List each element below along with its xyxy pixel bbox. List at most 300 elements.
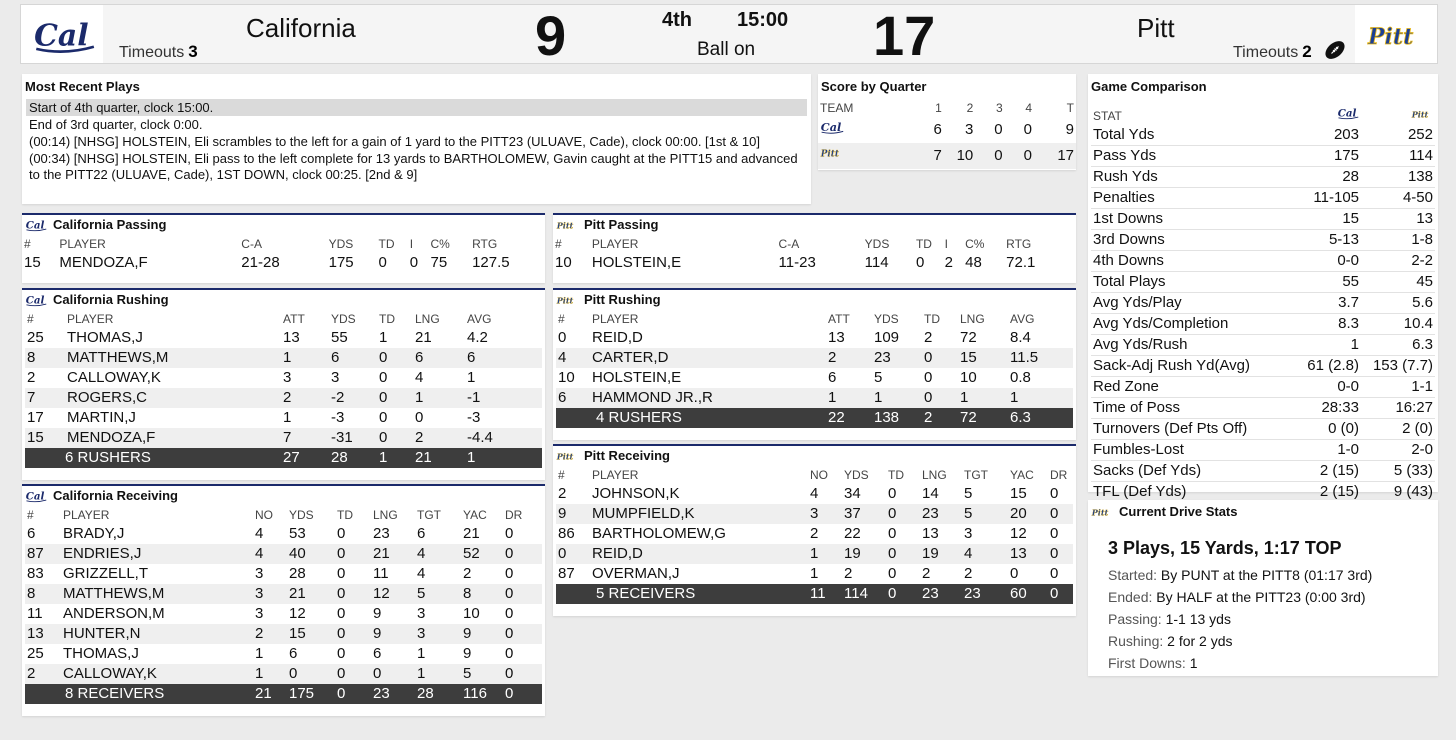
stat-value: 0-0 <box>1269 377 1361 398</box>
table-cell: 1 <box>417 645 426 662</box>
table-row <box>25 564 542 584</box>
table-cell: 1 <box>281 348 329 368</box>
quarter-score: 0 <box>975 143 1004 169</box>
stat-value: 8.3 <box>1269 314 1361 335</box>
table-row <box>25 428 542 448</box>
game-comparison-table <box>1091 99 1435 503</box>
panel-title: California Receiving <box>22 486 545 506</box>
football-icon <box>1323 38 1347 62</box>
stat-label: Avg Yds/Completion <box>1091 314 1269 335</box>
stat-label: Avg Yds/Play <box>1091 293 1269 314</box>
pitt-timeouts: Timeouts 2 <box>1233 42 1312 61</box>
table-cell: 109 <box>874 329 900 346</box>
table-cell: 0 <box>1048 544 1073 564</box>
column-header: I <box>944 237 948 251</box>
table-cell: 2 <box>25 664 61 684</box>
table-cell: 4 RUSHERS <box>556 408 826 428</box>
table-cell: 8 RECEIVERS <box>25 684 253 704</box>
table-cell: 5 <box>415 584 461 604</box>
column-header: TEAM <box>820 101 854 115</box>
table-cell: 11 <box>808 584 842 604</box>
pitt-logo-icon <box>556 294 578 306</box>
table-cell: -3 <box>331 409 345 426</box>
table-cell: 11-23 <box>778 254 816 271</box>
table-cell: 20 <box>1008 504 1048 524</box>
table-cell: MATTHEWS,M <box>61 584 253 604</box>
drive-stat-value: 2 for 2 yds <box>1167 633 1233 649</box>
pitt-logo-icon <box>1091 506 1113 518</box>
table-cell: 8 <box>461 584 503 604</box>
column-header: PLAYER <box>67 312 114 326</box>
total-score: 17 <box>1034 143 1076 169</box>
table-cell: 2 <box>463 565 472 582</box>
comparison-row <box>1091 461 1435 482</box>
table-cell: 2 <box>922 565 931 582</box>
pitt-receiving-table <box>556 466 1073 604</box>
table-cell: 0 <box>1010 565 1019 582</box>
table-cell: MATTHEWS,M <box>65 348 281 368</box>
panel-title: California Passing <box>22 215 545 235</box>
table-cell: 1 <box>283 409 292 426</box>
table-cell: REID,D <box>592 329 643 346</box>
table-cell: 1 <box>467 369 476 386</box>
table-cell: 9 <box>463 645 472 662</box>
table-cell: 0 <box>888 485 897 502</box>
table-cell: 8.4 <box>1010 329 1031 346</box>
table-cell: HAMMOND JR.,R <box>590 388 826 408</box>
table-cell: 1 <box>1008 388 1073 408</box>
column-header: TD <box>888 468 904 482</box>
table-cell: 6 <box>828 369 837 386</box>
column-header: TD <box>378 237 395 251</box>
table-cell: 13 <box>828 329 845 346</box>
table-cell: 34 <box>844 485 861 502</box>
table-cell: 0 <box>556 544 590 564</box>
table-cell: 0 <box>505 605 514 622</box>
play-item: End of 3rd quarter, clock 0:00. <box>29 117 203 132</box>
table-cell: 0 <box>378 254 387 271</box>
table-cell: 0 <box>335 684 371 704</box>
table-row <box>25 604 542 624</box>
table-cell: ENDRIES,J <box>61 544 253 564</box>
table-cell: 0 <box>915 254 925 271</box>
table-row <box>556 348 1073 368</box>
stat-value: 1 <box>1269 335 1361 356</box>
pitt-rushing-table <box>556 310 1073 428</box>
stat-label: Fumbles-Lost <box>1091 440 1269 461</box>
table-cell: 7 <box>281 428 329 448</box>
table-cell: 72 <box>960 329 977 346</box>
quarter-score: 3 <box>964 121 974 138</box>
column-header: 4 <box>1025 101 1032 115</box>
column-header: TD <box>924 312 940 326</box>
table-cell: 0 <box>287 664 335 684</box>
california-team-name: California <box>246 13 356 43</box>
comparison-row <box>1091 314 1435 335</box>
table-cell: 3 <box>255 565 264 582</box>
column-header: I <box>409 237 414 251</box>
table-cell: 23 <box>872 348 922 368</box>
stat-value: 16:27 <box>1361 398 1435 419</box>
stat-value: 9 (43) <box>1361 482 1435 503</box>
table-cell: 9 <box>373 605 382 622</box>
drive-stat-label: Started: <box>1108 567 1158 583</box>
table-cell: -1 <box>465 388 542 408</box>
table-cell: 8 <box>25 584 61 604</box>
table-row <box>25 328 542 348</box>
table-cell: 72.1 <box>1006 254 1036 271</box>
drive-stat-value: By HALF at the PITT23 (0:00 3rd) <box>1156 589 1366 605</box>
table-cell: 14 <box>922 485 939 502</box>
column-header: PLAYER <box>59 237 106 251</box>
table-cell: MENDOZA,F <box>65 428 281 448</box>
table-cell: 6 <box>289 645 298 662</box>
table-cell: 13 <box>922 525 939 542</box>
pitt-receiving-panel <box>553 444 1076 616</box>
table-cell: 19 <box>920 544 962 564</box>
california-rushing-table <box>25 310 542 468</box>
table-cell: CARTER,D <box>590 348 826 368</box>
pitt-score: 17 <box>873 4 936 67</box>
stat-value: 1-8 <box>1361 230 1435 251</box>
stat-value: 153 (7.7) <box>1361 356 1435 377</box>
play-item: (00:34) [NHSG] HOLSTEIN, Eli pass to the left complete for 13 yards to BARTHOLOMEW, Gavin caught at the PITT15 and advanced to the PITT22 (ULUAVE, Cade), 1ST DOWN, clock 00:25. [2nd & 9] <box>29 151 798 182</box>
table-cell: 11 <box>373 565 389 582</box>
table-cell: 1 <box>413 388 465 408</box>
table-cell: 0 <box>377 428 413 448</box>
total-score: 9 <box>1065 121 1074 138</box>
column-header: ATT <box>283 312 305 326</box>
table-cell: 75 <box>430 254 448 271</box>
cal-logo-icon <box>25 293 47 307</box>
stat-label: Rush Yds <box>1091 167 1269 188</box>
column-header: DR <box>1050 468 1068 482</box>
column-header: PLAYER <box>592 468 639 482</box>
table-cell: 0 <box>503 584 542 604</box>
table-cell: 1 <box>379 329 388 346</box>
table-cell: 1 <box>808 544 842 564</box>
table-cell: 0 <box>377 388 413 408</box>
stat-value: 2-0 <box>1361 440 1435 461</box>
stat-label: 1st Downs <box>1091 209 1269 230</box>
table-cell: 28 <box>329 448 377 468</box>
table-cell: 4 <box>255 525 264 542</box>
table-cell: 0 <box>337 645 346 662</box>
table-cell: 25 <box>27 645 44 662</box>
stat-value: 15 <box>1269 209 1361 230</box>
table-cell: 1 <box>465 448 542 468</box>
panel-title: California Rushing <box>22 290 545 310</box>
stat-value: 114 <box>1361 146 1435 167</box>
stat-label: Sacks (Def Yds) <box>1091 461 1269 482</box>
column-header: LNG <box>415 312 440 326</box>
stat-value: 2 (15) <box>1269 482 1361 503</box>
table-cell: 5 <box>461 664 503 684</box>
stat-value: 0-0 <box>1269 251 1361 272</box>
table-cell: 2 <box>964 565 973 582</box>
california-score: 9 <box>535 4 567 67</box>
ball-on-label: Ball on <box>697 39 756 60</box>
table-total-row <box>25 448 542 468</box>
column-header: C-A <box>778 237 800 251</box>
table-cell: 1 <box>826 388 872 408</box>
table-cell: 7 <box>25 388 65 408</box>
stat-label: Red Zone <box>1091 377 1269 398</box>
score-by-quarter-table <box>818 99 1076 169</box>
table-cell: 4 <box>415 544 461 564</box>
drive-stat-label: Ended: <box>1108 589 1153 605</box>
drive-stat-label: First Downs: <box>1108 655 1186 671</box>
column-header: C% <box>430 237 450 251</box>
table-cell: HOLSTEIN,E <box>591 254 682 271</box>
game-comparison-panel <box>1088 74 1438 500</box>
table-cell: 11.5 <box>1008 348 1073 368</box>
table-cell: 0 <box>337 565 346 582</box>
table-cell: 9 <box>556 504 590 524</box>
column-header: YDS <box>844 468 869 482</box>
table-cell: 13 <box>1008 544 1048 564</box>
table-cell: 6.3 <box>1008 408 1073 428</box>
drive-stat-value: 1-1 13 yds <box>1165 611 1231 627</box>
california-passing-panel <box>22 213 545 283</box>
quarter-score: 6 <box>933 121 942 138</box>
table-cell: MENDOZA,F <box>59 254 148 271</box>
table-cell: 0 <box>335 544 371 564</box>
table-cell: 9 <box>461 624 503 644</box>
column-header: RTG <box>1006 237 1032 251</box>
table-cell: JOHNSON,K <box>592 485 680 502</box>
table-cell: 2 <box>844 565 853 582</box>
table-cell: 0 <box>503 664 542 684</box>
stat-value: 10.4 <box>1361 314 1435 335</box>
table-cell: 127.5 <box>472 254 510 271</box>
table-cell: 10 <box>463 605 480 622</box>
table-cell: 3 <box>331 369 340 386</box>
quarter-score: 0 <box>1023 121 1032 138</box>
cal-logo-icon <box>25 218 47 232</box>
stat-value: 3.7 <box>1269 293 1361 314</box>
table-cell: 3 <box>964 525 973 542</box>
table-cell: 6 <box>329 348 377 368</box>
panel-title: Score by Quarter <box>821 79 927 94</box>
table-cell: 2 <box>924 329 933 346</box>
drive-stat-line <box>1108 608 1438 630</box>
table-cell: 19 <box>842 544 886 564</box>
table-cell: 138 <box>872 408 922 428</box>
table-row <box>556 544 1073 564</box>
column-header: C% <box>965 237 985 251</box>
california-rushing-panel <box>22 288 545 480</box>
stat-value: 1-1 <box>1361 377 1435 398</box>
table-cell: 0 <box>888 565 897 582</box>
table-cell: 0 <box>377 348 413 368</box>
column-header: 3 <box>995 101 1003 115</box>
pitt-passing-panel <box>553 213 1076 283</box>
table-cell: 1 <box>810 565 819 582</box>
column-header: LNG <box>922 468 947 482</box>
table-cell: 0 <box>335 584 371 604</box>
drive-stat-value: By PUNT at the PITT8 (01:17 3rd) <box>1160 567 1373 583</box>
column-header: TGT <box>964 468 988 482</box>
drive-stat-label: Rushing: <box>1108 633 1164 649</box>
stat-value: 175 <box>1269 146 1361 167</box>
table-cell: 5 RECEIVERS <box>556 584 808 604</box>
table-cell: 8 <box>25 348 65 368</box>
table-cell: 4 <box>962 544 1008 564</box>
table-cell: 0 <box>886 544 920 564</box>
table-cell: 2 <box>281 388 329 408</box>
stat-label: Total Plays <box>1091 272 1269 293</box>
table-cell: 21 <box>413 448 465 468</box>
comparison-row <box>1091 167 1435 188</box>
scoreboard <box>20 4 1438 67</box>
table-cell: 87 <box>25 544 61 564</box>
stat-value: 0 (0) <box>1269 419 1361 440</box>
table-cell: 48 <box>965 254 982 271</box>
comparison-row <box>1091 251 1435 272</box>
column-header: C-A <box>241 237 262 251</box>
table-cell: 53 <box>289 525 306 542</box>
column-header: YAC <box>1010 468 1034 482</box>
stat-label: Time of Poss <box>1091 398 1269 419</box>
table-cell: 1 <box>415 664 461 684</box>
panel-title: Pitt Passing <box>553 215 1076 235</box>
table-cell: 5 <box>874 369 883 386</box>
table-cell: 3 <box>283 369 292 386</box>
table-cell: 10 <box>555 254 572 271</box>
table-cell: 2 <box>826 348 872 368</box>
table-cell: 4 <box>415 369 424 386</box>
table-cell: 2 <box>413 428 465 448</box>
table-row <box>553 253 1076 273</box>
stat-value: 11-105 <box>1269 188 1361 209</box>
table-cell: 0 <box>337 525 346 542</box>
table-cell: 0 <box>337 605 346 622</box>
game-quarter: 4th <box>662 9 692 31</box>
stat-value: 13 <box>1361 209 1435 230</box>
table-cell: 114 <box>864 254 889 271</box>
column-header: TD <box>379 312 395 326</box>
table-cell: 4 <box>556 348 590 368</box>
table-cell: 1 <box>255 645 264 662</box>
table-cell: 12 <box>289 605 306 622</box>
quarter-score: 0 <box>1005 143 1034 169</box>
column-header: TD <box>915 237 932 251</box>
column-header: LNG <box>373 508 398 522</box>
table-cell: CALLOWAY,K <box>61 664 253 684</box>
pitt-rushing-panel <box>553 288 1076 440</box>
column-header: YDS <box>328 237 354 251</box>
table-row <box>25 584 542 604</box>
table-cell: 6 <box>373 645 382 662</box>
table-cell: 6 RUSHERS <box>25 448 281 468</box>
cal-small-logo <box>818 117 912 143</box>
table-row <box>556 328 1073 348</box>
drive-headline: 3 Plays, 15 Yards, 1:17 TOP <box>1108 538 1342 558</box>
game-clock: 15:00 <box>737 9 789 31</box>
table-row <box>556 388 1073 408</box>
table-cell: 23 <box>371 684 415 704</box>
comparison-row <box>1091 398 1435 419</box>
stat-value: 55 <box>1269 272 1361 293</box>
column-header: LNG <box>960 312 985 326</box>
quarter-score: 10 <box>944 143 975 169</box>
table-cell: 25 <box>27 329 44 346</box>
table-cell: 28 <box>289 565 306 582</box>
table-cell: MUMPFIELD,K <box>590 504 808 524</box>
drive-stat-line <box>1108 630 1438 652</box>
stat-label: Turnovers (Def Pts Off) <box>1091 419 1269 440</box>
column-header: YAC <box>463 508 487 522</box>
table-cell: 23 <box>920 504 962 524</box>
table-cell: 0 <box>415 409 424 426</box>
table-cell: 0 <box>922 348 958 368</box>
pitt-logo <box>1356 8 1436 62</box>
table-cell: 21 <box>415 329 432 346</box>
table-cell: THOMAS,J <box>63 645 139 662</box>
column-header: # <box>558 468 565 482</box>
stat-value: 1-0 <box>1269 440 1361 461</box>
stat-label: Total Yds <box>1091 125 1269 146</box>
column-header: T <box>1066 101 1074 115</box>
table-cell: 4.2 <box>467 329 488 346</box>
table-cell: CALLOWAY,K <box>67 369 161 386</box>
table-cell: 37 <box>842 504 886 524</box>
table-row <box>25 408 542 428</box>
drive-stat-label: Passing: <box>1108 611 1162 627</box>
comparison-row <box>1091 293 1435 314</box>
table-cell: 15 <box>25 428 65 448</box>
stat-value: 6.3 <box>1361 335 1435 356</box>
stat-label: 4th Downs <box>1091 251 1269 272</box>
current-drive-panel <box>1088 500 1438 676</box>
play-item: (00:14) [NHSG] HOLSTEIN, Eli scrambles to the left for a gain of 1 yard to the PITT23 (ULUAVE, Cade), clock 00:00. [1st & 10] <box>29 134 760 149</box>
drive-stat-value: 1 <box>1189 655 1198 671</box>
column-header: NO <box>810 468 828 482</box>
stat-label: Sack-Adj Rush Yd(Avg) <box>1091 356 1269 377</box>
table-cell: 22 <box>844 525 861 542</box>
table-cell: 1 <box>377 448 413 468</box>
stat-value: 138 <box>1361 167 1435 188</box>
table-row <box>25 544 542 564</box>
column-header: YDS <box>864 237 890 251</box>
stat-label: Pass Yds <box>1091 146 1269 167</box>
table-cell: 2 <box>810 525 819 542</box>
stat-value: 5.6 <box>1361 293 1435 314</box>
table-cell: 0 <box>558 329 567 346</box>
column-header: TGT <box>417 508 441 522</box>
pitt-logo-icon <box>556 450 578 462</box>
panel-title: Pitt Receiving <box>553 446 1076 466</box>
stat-value: 2 (15) <box>1269 461 1361 482</box>
table-row <box>556 504 1073 524</box>
comparison-row <box>1091 125 1435 146</box>
column-header: ATT <box>828 312 850 326</box>
table-cell: 5 <box>962 504 1008 524</box>
table-cell: 15 <box>1010 485 1027 502</box>
column-header: PLAYER <box>63 508 110 522</box>
table-cell: 5 <box>964 485 973 502</box>
table-total-row <box>556 584 1073 604</box>
table-cell: 3 <box>255 605 264 622</box>
column-header: TD <box>337 508 353 522</box>
cal-small-logo <box>1269 99 1361 125</box>
table-row <box>556 524 1073 544</box>
stat-value: 45 <box>1361 272 1435 293</box>
comparison-row <box>1091 356 1435 377</box>
pitt-passing-table <box>553 235 1076 273</box>
table-row <box>556 368 1073 388</box>
